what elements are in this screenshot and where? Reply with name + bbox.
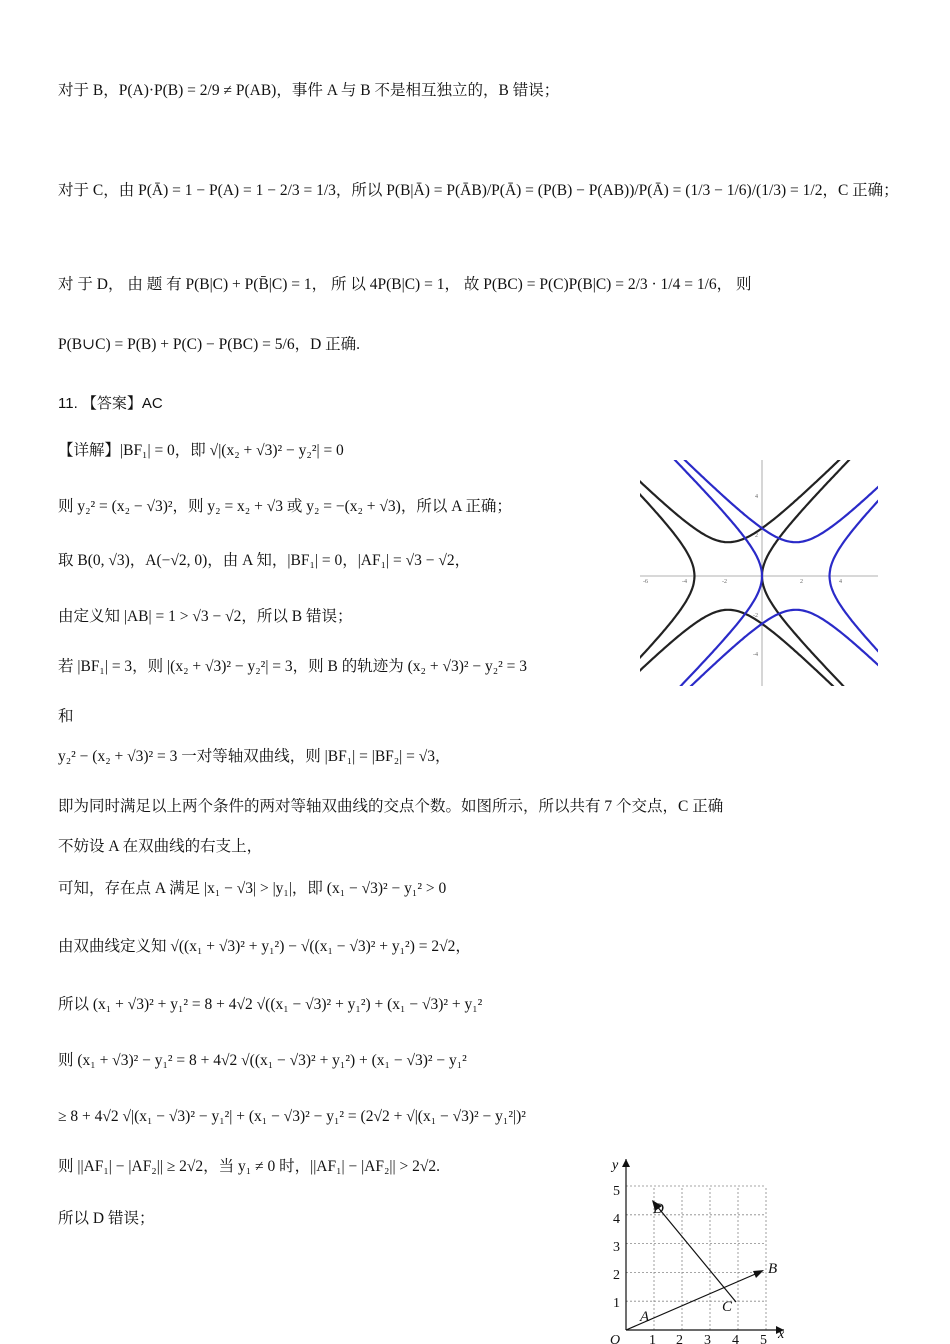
point-c-label: C bbox=[722, 1299, 733, 1315]
line-option-d-2: P(B∪C) = P(B) + P(C) − P(BC) = 5/6，D 正确. bbox=[58, 336, 361, 353]
point-d-label: D bbox=[653, 1201, 664, 1217]
line-option-c: 对于 C，由 P(Ā) = 1 − P(A) = 1 − 2/3 = 1/3，所以 P(B|Ā) = P(ĀB)/P(Ā) = (P(B) − P(AB))/P(Ā) = (1/3 − 1/6)/(1/3) = 1/2，C 正确； bbox=[58, 182, 899, 199]
x-tick-label: -2 bbox=[722, 579, 727, 585]
y-tick-label: 4 bbox=[613, 1212, 620, 1227]
y-axis-label: y bbox=[612, 1158, 619, 1173]
line-d-3: 不妨设 A 在双曲线的右支上， bbox=[58, 838, 263, 855]
vector-ab-arrowhead bbox=[753, 1270, 764, 1278]
hyperbola-figure bbox=[640, 460, 878, 686]
y-tick-label: 3 bbox=[613, 1240, 620, 1255]
x-tick-label: 4 bbox=[839, 579, 842, 585]
x-tick-label: 4 bbox=[732, 1333, 739, 1344]
x-tick-label: 3 bbox=[704, 1333, 711, 1344]
line-d-8: ≥ 8 + 4√2 √|(x₁ − √3)² − y₁²| + (x₁ − √3)² − y₁² = (2√2 + √|(x₁ − √3)² − y₁²|)² bbox=[58, 1108, 526, 1125]
line-c-1: 若 |BF₁| = 3，则 |(x₂ + √3)² − y₂²| = 3，则 B 的轨迹为 (x₂ + √3)² − y₂² = 3 bbox=[58, 658, 528, 675]
x-tick-label: 5 bbox=[760, 1333, 767, 1344]
y-tick-label: -2 bbox=[753, 613, 758, 619]
line-b-1: 取 B(0, √3)，A(−√2, 0)，由 A 知，|BF₁| = 0，|AF₁| = √3 − √2， bbox=[58, 552, 471, 569]
y-tick-label: 2 bbox=[613, 1268, 620, 1283]
x-tick-label: -4 bbox=[682, 579, 687, 585]
x-axis-label: x bbox=[778, 1327, 785, 1342]
vector-cd bbox=[656, 1205, 736, 1302]
line-d-6: 所以 (x₁ + √3)² + y₁² = 8 + 4√2 √((x₁ − √3)² + y₁²) + (x₁ − √3)² + y₁² bbox=[58, 996, 483, 1013]
x-tick-label: 1 bbox=[649, 1333, 656, 1344]
y-tick-label: 1 bbox=[613, 1296, 620, 1311]
x-tick-label: 2 bbox=[800, 579, 803, 585]
point-a-label: A bbox=[640, 1309, 650, 1325]
y-tick-label: 5 bbox=[613, 1184, 620, 1199]
line-detail: 【详解】|BF₁| = 0，即 √|(x₂ + √3)² − y₂²| = 0 bbox=[58, 442, 344, 459]
line-d-9: 则 ||AF₁| − |AF₂|| ≥ 2√2，当 y₁ ≠ 0 时，||AF₁| − |AF₂|| > 2√2. bbox=[58, 1158, 441, 1175]
line-d-10: 所以 D 错误； bbox=[58, 1210, 155, 1227]
y-tick-label: 2 bbox=[755, 533, 758, 539]
line-b-2: 由定义知 |AB| = 1 > √3 − √2，所以 B 错误； bbox=[58, 608, 353, 625]
line-c-2: 和 bbox=[58, 708, 74, 725]
y-axis-arrow bbox=[622, 1159, 630, 1167]
line-d-7: 则 (x₁ + √3)² − y₁² = 8 + 4√2 √((x₁ − √3)² + y₁²) + (x₁ − √3)² − y₁² bbox=[58, 1052, 467, 1069]
question-11-answer: 11. 【答案】AC bbox=[58, 395, 163, 412]
line-d-5: 由双曲线定义知 √((x₁ + √3)² + y₁²) − √((x₁ − √3)² + y₁²) = 2√2， bbox=[58, 938, 471, 955]
origin-label: O bbox=[610, 1333, 621, 1344]
line-a-1: 则 y₂² = (x₂ − √3)²，则 y₂ = x₂ + √3 或 y₂ = −(x₂ + √3)，所以 A 正确； bbox=[58, 498, 512, 515]
y-tick-label: -4 bbox=[753, 652, 758, 658]
y-tick-label: 4 bbox=[755, 494, 758, 500]
line-option-b: 对于 B，P(A)·P(B) = 2/9 ≠ P(AB)，事件 A 与 B 不是相互独立的，B 错误； bbox=[58, 82, 560, 99]
grid-figure bbox=[604, 1155, 794, 1344]
x-tick-label: 2 bbox=[676, 1333, 683, 1344]
x-tick-label: -6 bbox=[643, 579, 648, 585]
line-c-4: 即为同时满足以上两个条件的两对等轴双曲线的交点个数。如图所示，所以共有 7 个交点，C 正确 bbox=[58, 798, 724, 815]
point-b-label: B bbox=[768, 1261, 778, 1277]
line-c-3: y₂² − (x₂ + √3)² = 3 一对等轴双曲线，则 |BF₁| = |BF₂| = √3， bbox=[58, 748, 451, 765]
line-d-4: 可知，存在点 A 满足 |x₁ − √3| > |y₁|，即 (x₁ − √3)² − y₁² > 0 bbox=[58, 880, 447, 897]
line-option-d-1: 对 于 D， 由 题 有 P(B|C) + P(B̄|C) = 1， 所 以 4P(B|C) = 1， 故 P(BC) = P(C)P(B|C) = 2/3 · 1/4 = 1/6， 则 bbox=[58, 276, 752, 293]
